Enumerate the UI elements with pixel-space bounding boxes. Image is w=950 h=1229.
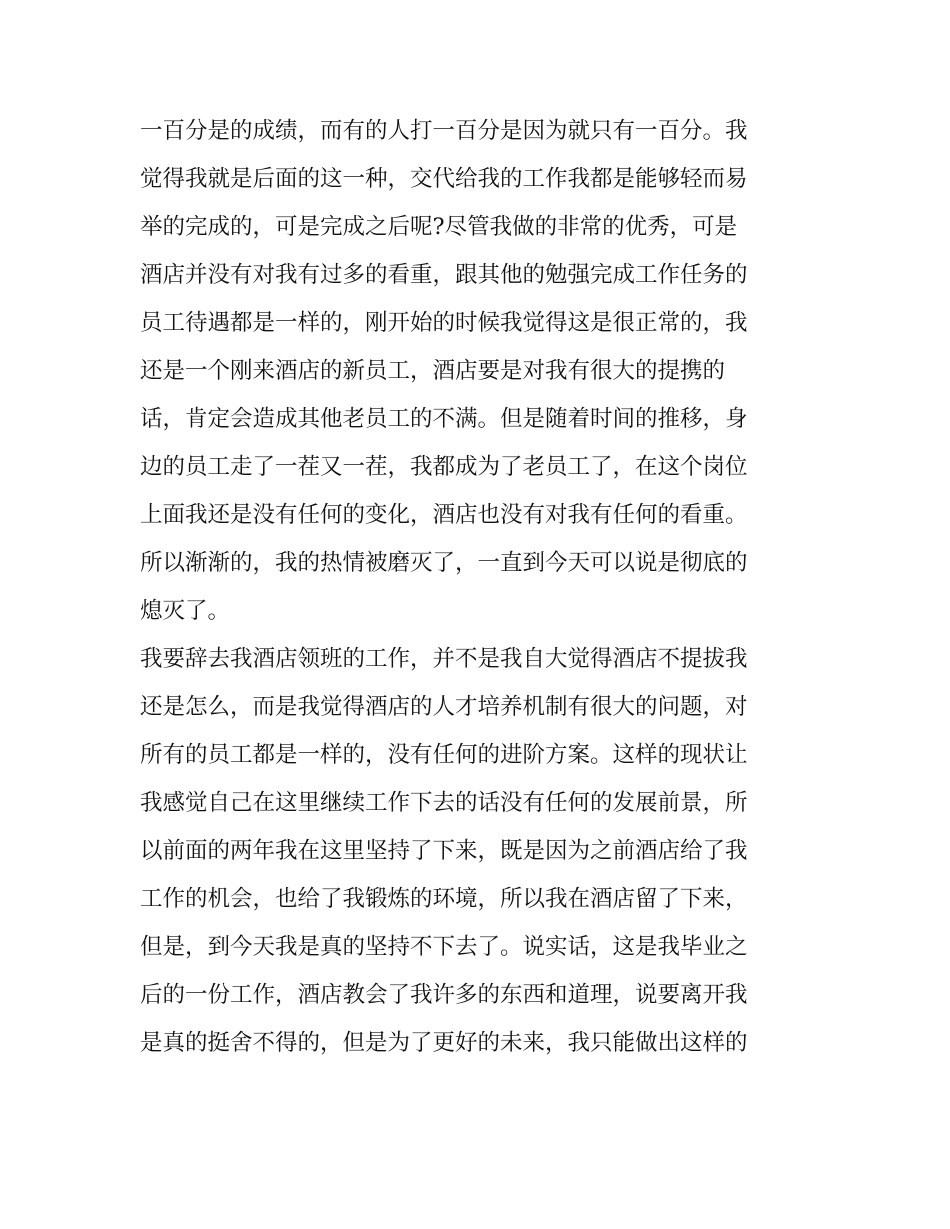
text-line: 后的一份工作，酒店教会了我许多的东西和道理，说要离开我	[140, 982, 748, 1008]
text-line: 上面我还是没有任何的变化，酒店也没有对我有任何的看重。	[140, 502, 748, 528]
text-line: 举的完成的，可是完成之后呢?尽管我做的非常的优秀，可是	[140, 214, 738, 240]
text-line: 工作的机会，也给了我锻炼的环境，所以我在酒店留了下来，	[140, 886, 748, 912]
text-line: 一百分是的成绩，而有的人打一百分是因为就只有一百分。我	[140, 118, 748, 144]
text-line: 酒店并没有对我有过多的看重，跟其他的勉强完成工作任务的	[140, 262, 748, 288]
text-line: 我感觉自己在这里继续工作下去的话没有任何的发展前景，所	[140, 790, 748, 816]
text-line: 以前面的两年我在这里坚持了下来，既是因为之前酒店给了我	[140, 838, 748, 864]
text-line: 还是一个刚来酒店的新员工，酒店要是对我有很大的提携的	[140, 358, 726, 384]
text-line: 所有的员工都是一样的，没有任何的进阶方案。这样的现状让	[140, 742, 748, 768]
body-text	[140, 107, 830, 1067]
text-line: 我要辞去我酒店领班的工作，并不是我自大觉得酒店不提拔我	[140, 646, 748, 672]
text-line: 熄灭了。	[140, 598, 231, 624]
text-line: 所以渐渐的，我的热情被磨灭了，一直到今天可以说是彻底的	[140, 550, 748, 576]
text-line: 边的员工走了一茬又一茬，我都成为了老员工了，在这个岗位	[140, 454, 748, 480]
text-line: 员工待遇都是一样的，刚开始的时候我觉得这是很正常的，我	[140, 310, 748, 336]
text-line: 话，肯定会造成其他老员工的不满。但是随着时间的推移，身	[140, 406, 748, 432]
text-line: 觉得我就是后面的这一种，交代给我的工作我都是能够轻而易	[140, 166, 748, 192]
text-line: 是真的挺舍不得的，但是为了更好的未来，我只能做出这样的	[140, 1030, 748, 1056]
text-line: 还是怎么，而是我觉得酒店的人才培养机制有很大的问题，对	[140, 694, 748, 720]
text-line: 但是，到今天我是真的坚持不下去了。说实话，这是我毕业之	[140, 934, 748, 960]
